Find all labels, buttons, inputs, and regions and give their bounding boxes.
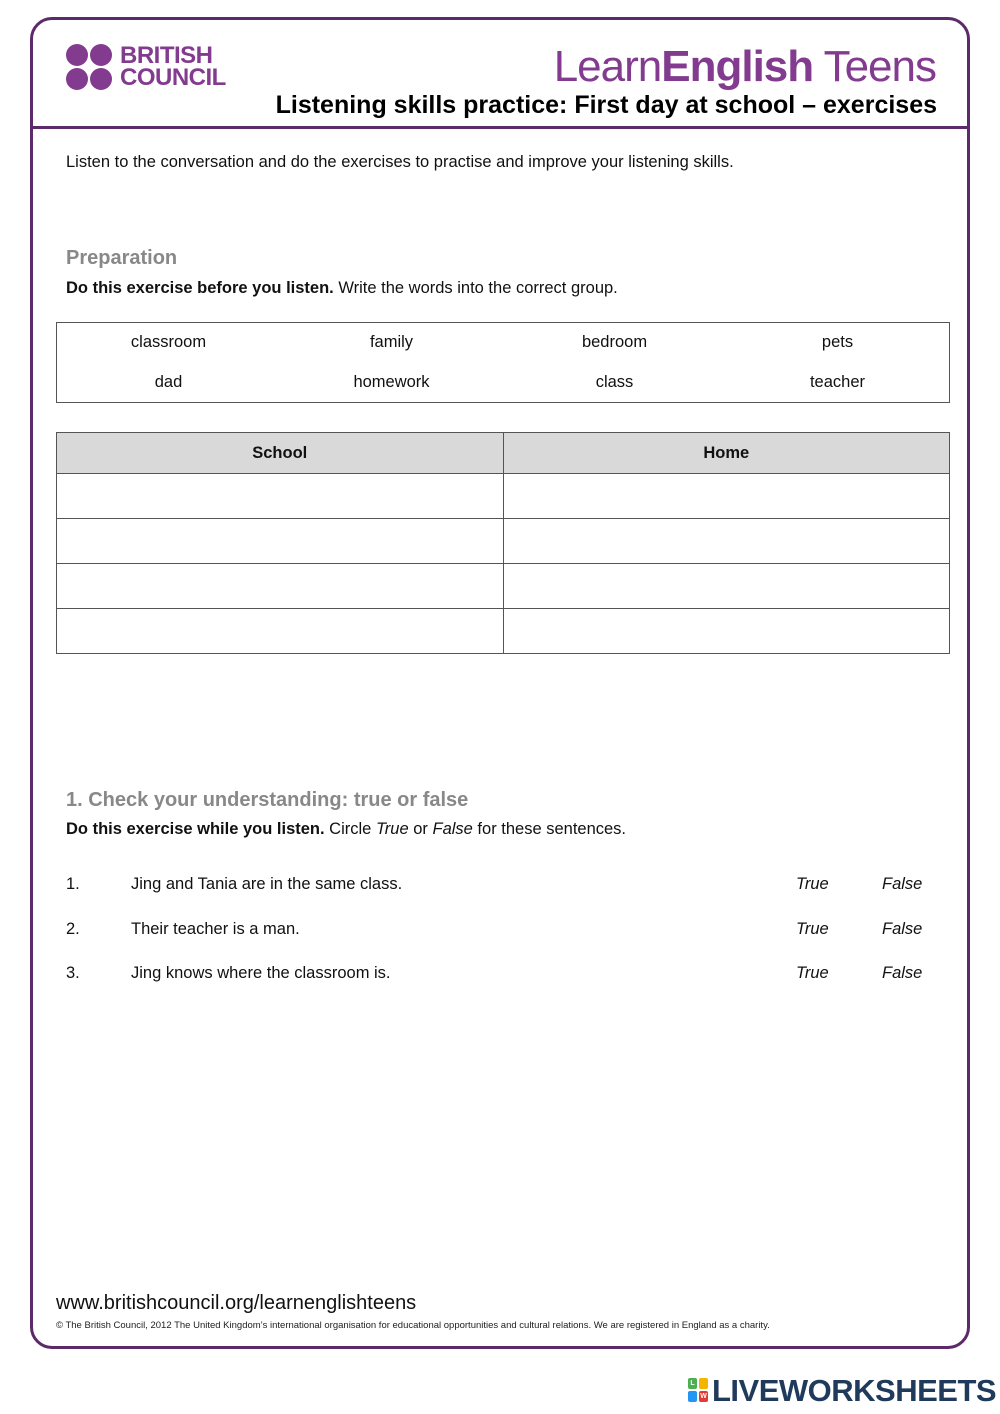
word-bank-item[interactable]: bedroom [581,333,648,351]
tf-item-2 [66,917,936,941]
grouping-table [56,432,950,654]
tf-item-sentence: Their teacher is a man. [131,920,300,938]
british-council-logo [66,44,236,96]
word-bank-item[interactable]: dad [154,373,183,391]
school-column-header: School [57,433,504,474]
tf-item-3 [66,961,936,985]
word-bank [56,322,950,403]
british-council-dots-icon [66,44,114,92]
word-bank-item[interactable]: homework [353,373,430,391]
false-option[interactable]: False [882,964,923,982]
table-row [57,609,950,654]
school-answer-cell[interactable] [57,474,504,519]
page-title: Listening skills practice: First day at school – exercises [275,91,937,119]
tf-item-sentence: Jing knows where the classroom is. [131,964,391,982]
intro-text: Listen to the conversation and do the exercises to practise and improve your listening skills. [66,153,734,171]
tf-item-number: 1. [66,875,80,893]
tf-item-1 [66,872,936,896]
true-option[interactable]: True [796,875,829,893]
page-frame [30,17,970,1349]
word-bank-item[interactable]: classroom [130,333,207,351]
british-council-wordmark: BRITISH COUNCIL [120,42,226,91]
tf-item-sentence: Jing and Tania are in the same class. [131,875,403,893]
word-grid [57,323,949,411]
false-option[interactable]: False [882,875,923,893]
school-answer-cell[interactable] [57,564,504,609]
home-column-header: Home [503,433,950,474]
table-row [57,519,950,564]
word-bank-item[interactable]: pets [821,333,854,351]
exercise1-heading: 1. Check your understanding: true or false [66,789,469,811]
preparation-heading: Preparation [66,247,178,269]
word-bank-item[interactable]: class [595,373,634,391]
logo-learn: Learn [553,42,662,91]
home-answer-cell[interactable] [503,519,950,564]
learnenglish-teens-logo [554,42,936,92]
logo-english: English [661,42,814,91]
preparation-instruction: Do this exercise before you listen. Write the words into the correct group. [66,279,618,297]
school-answer-cell[interactable] [57,609,504,654]
table-header-row [57,433,950,474]
word-bank-item[interactable]: family [369,333,414,351]
tf-item-number: 3. [66,964,80,982]
false-option[interactable]: False [882,920,923,938]
home-answer-cell[interactable] [503,609,950,654]
footer-copyright: © The British Council, 2012 The United Kingdom’s international organisation for educational opportunities and cultural relations. We are registered in England as a charity. [56,1320,770,1331]
liveworksheets-wordmark: LIVEWORKSHEETS [712,1373,997,1408]
logo-teens: Teens [813,42,936,91]
home-answer-cell[interactable] [503,474,950,519]
table-row [57,564,950,609]
header-divider [30,126,970,129]
exercise1-instruction: Do this exercise while you listen. Circle True or False for these sentences. [66,820,627,838]
true-option[interactable]: True [796,964,829,982]
home-answer-cell[interactable] [503,564,950,609]
footer-url[interactable]: www.britishcouncil.org/learnenglishteens [56,1292,417,1314]
true-option[interactable]: True [796,920,829,938]
word-bank-item[interactable]: teacher [809,373,866,391]
table-row [57,474,950,519]
liveworksheets-icon: L W [688,1378,710,1404]
tf-item-number: 2. [66,920,80,938]
liveworksheets-logo [688,1373,997,1408]
school-answer-cell[interactable] [57,519,504,564]
